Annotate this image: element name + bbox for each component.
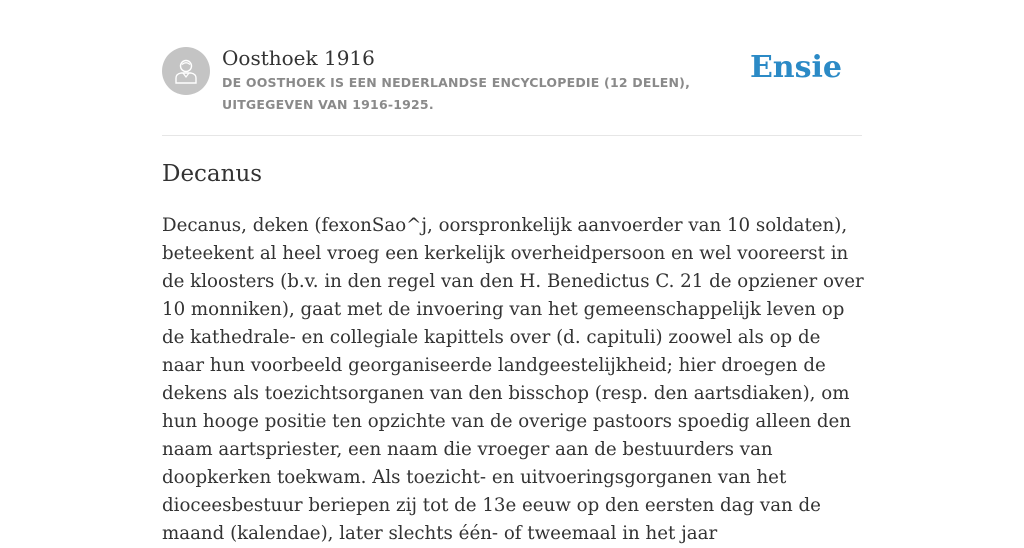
- entry-body: Decanus, deken (fexonSao^j, oorspronkelijk aanvoerder van 10 soldaten), beteekent al heel vroeg een kerkelijk overheidpersoon en wel vooreerst in de kloosters (b.v. in den regel van den H. Benedictus C. 21 de opziener over 10 monniken), gaat met de invoering van het gemeenschappelijk leven op de kathedrale- en collegiale kapittels over (d. capituli) zoowel als op de naar hun voorbeeld georganiseerde landgeestelijkheid; hier droegen de dekens als toezichtsorganen van den bisschop (resp. den aartsdiaken), om hun hooge positie ten opzichte van de overige pastoors spoedig alleen den naam aartspriester, een naam die vroeger aan de bestuurders van doopkerken toekwam. Als toezicht- en uitvoeringsgorganen van het dioceesbestuur beriepen zij tot de 13e eeuw op den eersten dag van de maand (kalendae), later slechts één- of tweemaal in het jaar: [162, 215, 864, 544]
- entry-title: Decanus: [162, 161, 263, 187]
- source-title[interactable]: Oosthoek 1916: [222, 46, 375, 70]
- source-info: [222, 46, 762, 116]
- source-header: [162, 46, 862, 136]
- person-avatar-icon: [171, 56, 201, 86]
- divider: [162, 135, 862, 136]
- brand-logo[interactable]: Ensie: [749, 50, 842, 85]
- avatar[interactable]: [162, 47, 210, 95]
- source-description: DE OOSTHOEK IS EEN NEDERLANDSE ENCYCLOPEDIE (12 DELEN), UITGEGEVEN VAN 1916-1925.: [222, 75, 691, 112]
